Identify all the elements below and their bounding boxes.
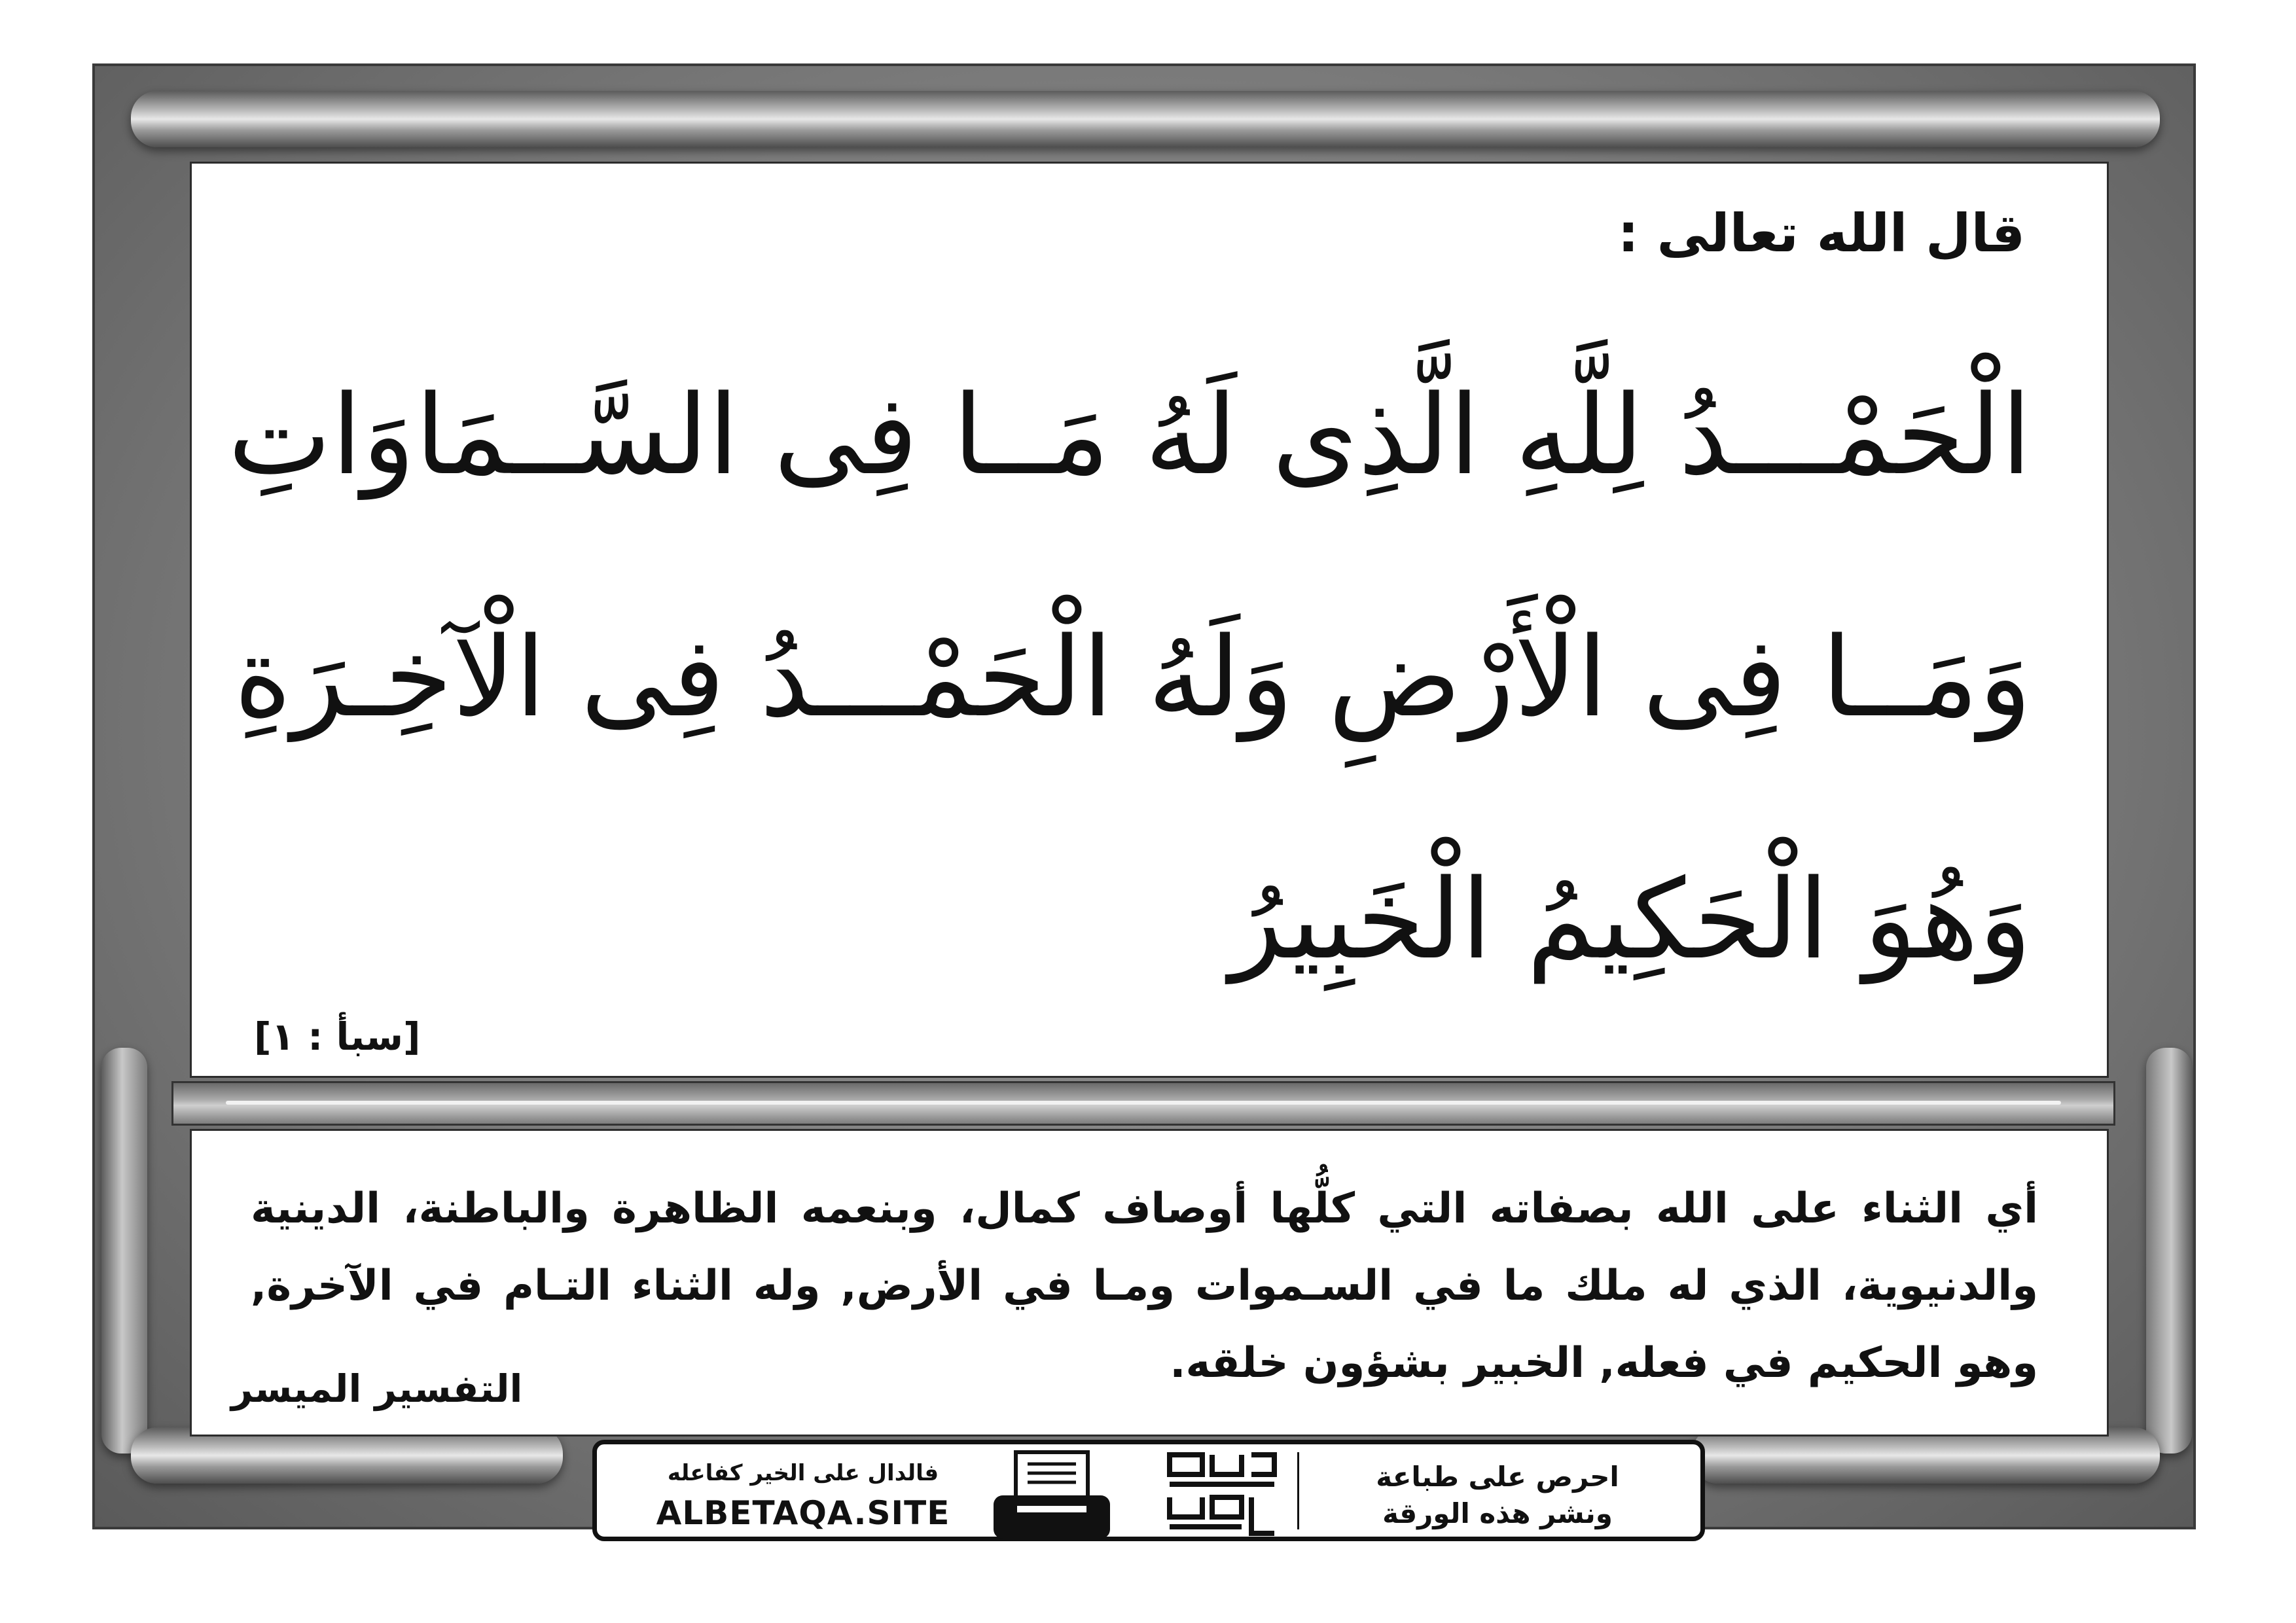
footer-cta-line-1: احرص على طباعة <box>1376 1461 1619 1493</box>
frame-rail-right <box>2146 1048 2192 1454</box>
site-link[interactable]: ALBETAQA.SITE <box>656 1494 950 1532</box>
verse-line-3: وَهُوَ الْحَكِيمُ الْخَبِيرُ <box>1229 855 2032 984</box>
logo-mark <box>1163 1448 1281 1540</box>
divider-line <box>226 1101 2061 1105</box>
footer-cta-line-2: ونشر هذه الورقة <box>1382 1497 1613 1529</box>
verse-panel <box>190 162 2109 1078</box>
footer-separator <box>1297 1452 1299 1529</box>
footer-small-text: فالدال على الخير كفاعله <box>667 1460 939 1486</box>
verse-line-2: وَمَــا فِى الْأَرْضِ وَلَهُ الْحَمْـــدُ فِى الْآخِـرَةِ <box>234 613 2032 741</box>
tafsir-panel <box>190 1129 2109 1436</box>
frame-rail-top <box>131 91 2160 147</box>
footer-call-to-action <box>1340 1459 1655 1532</box>
verse-reference: [سبأ : ١] <box>254 1014 421 1059</box>
frame-rail-left <box>101 1048 147 1454</box>
tafsir-source: التفسير الميسر <box>231 1366 523 1411</box>
footer-bar <box>592 1440 1705 1541</box>
verse-text <box>228 314 2032 1041</box>
printer-icon <box>990 1450 1114 1541</box>
tafsir-text: أي الثناء على الله بصفاته التي كلُّها أوصاف كمال، وبنعمه الظاهرة والباطنة، الدينية والدنيوية، الذي له ملك ما في السـموات ومـا في الأرض, وله الثناء التـام في الآخرة, وهو الحكيم في فعله, الخبير بشؤون خلقه. <box>251 1185 2038 1387</box>
verse-line-1: الْحَمْـــدُ لِلَّهِ الَّذِى لَهُ مَــا فِى السَّــمَاوَاتِ <box>228 371 2032 499</box>
footer-slogan <box>649 1456 957 1536</box>
panel-divider <box>171 1081 2115 1126</box>
verse-intro: قال الله تعالى : <box>1617 203 2025 264</box>
